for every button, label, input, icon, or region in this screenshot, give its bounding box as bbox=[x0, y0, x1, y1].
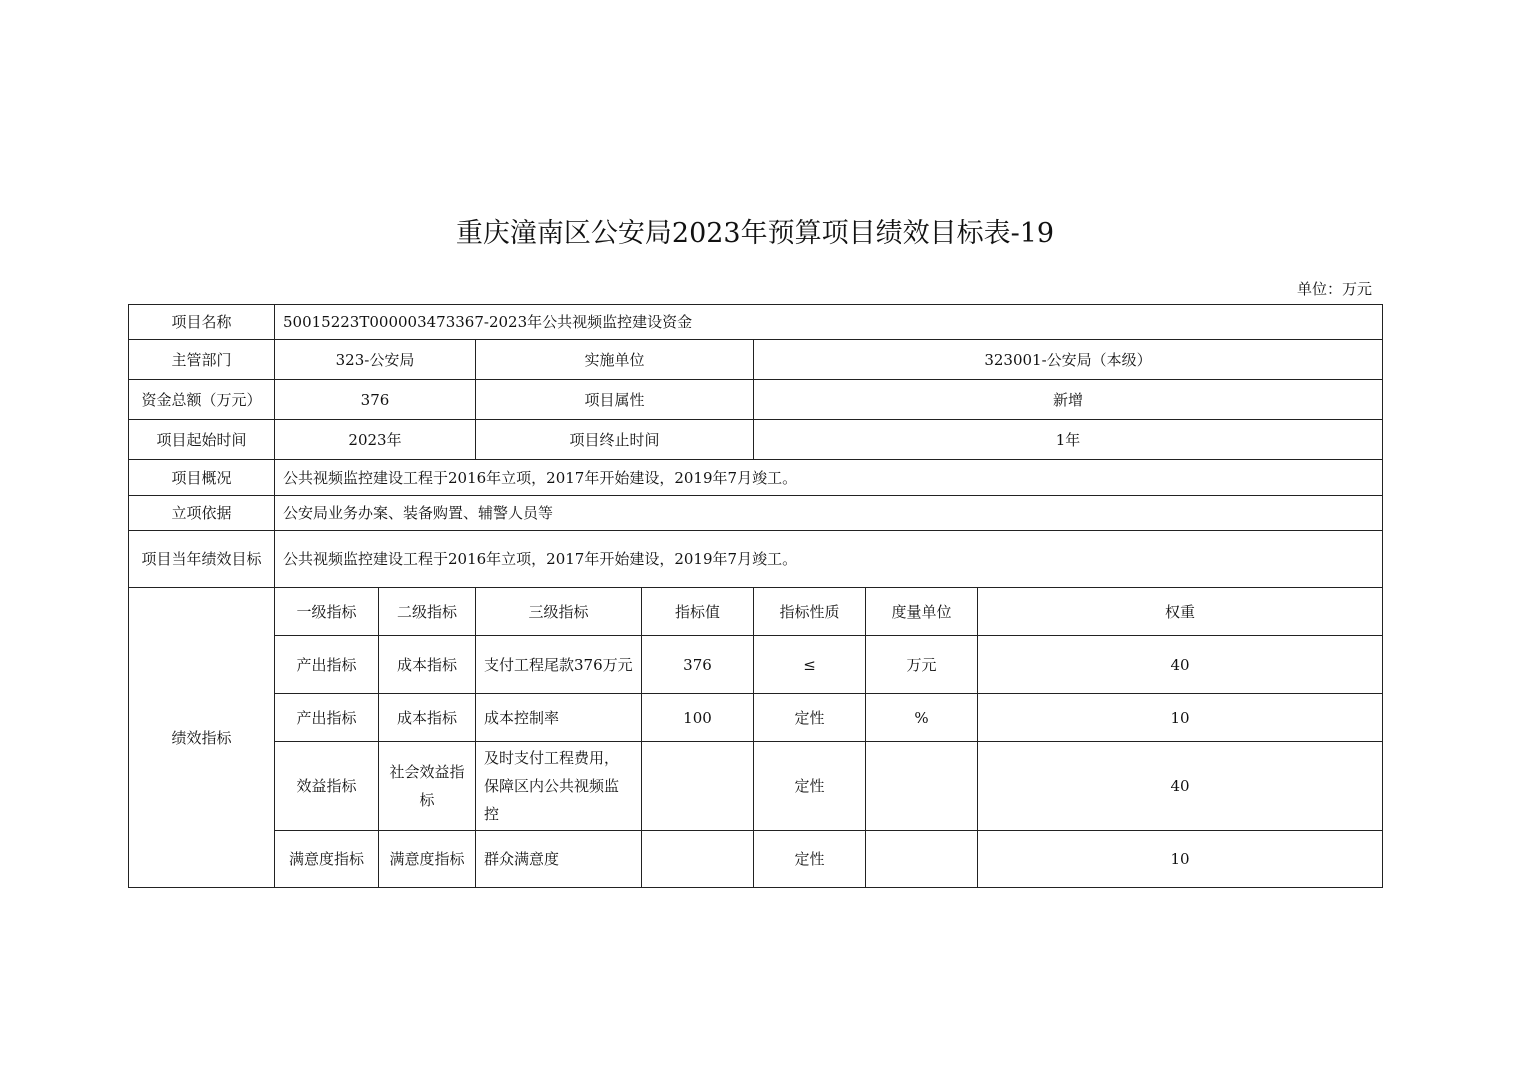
indicator-row bbox=[129, 694, 1383, 742]
goal-value: 公共视频监控建设工程于2016年立项，2017年开始建设，2019年7月竣工。 bbox=[275, 531, 1383, 588]
indicator-level1: 满意度指标 bbox=[275, 831, 379, 888]
indicator-nature: 定性 bbox=[754, 831, 866, 888]
start-time-value: 2023年 bbox=[275, 420, 476, 460]
indicators-section-label: 绩效指标 bbox=[129, 588, 275, 888]
indicator-value: 100 bbox=[642, 694, 754, 742]
project-attr-label: 项目属性 bbox=[476, 380, 754, 420]
impl-unit-label: 实施单位 bbox=[476, 340, 754, 380]
indicator-level2: 满意度指标 bbox=[379, 831, 476, 888]
document-title: 重庆潼南区公安局2023年预算项目绩效目标表-19 bbox=[455, 218, 1055, 249]
header-level1: 一级指标 bbox=[275, 588, 379, 636]
unit-label: 单位：万元 bbox=[1296, 280, 1372, 298]
indicator-level1: 产出指标 bbox=[275, 694, 379, 742]
indicator-level2: 社会效益指标 bbox=[379, 742, 476, 831]
indicator-unit bbox=[866, 831, 978, 888]
indicator-weight: 40 bbox=[978, 742, 1383, 831]
basis-label: 立项依据 bbox=[129, 496, 275, 531]
indicator-nature: 定性 bbox=[754, 742, 866, 831]
indicator-row bbox=[129, 742, 1383, 831]
indicator-level1: 效益指标 bbox=[275, 742, 379, 831]
indicator-unit: 万元 bbox=[866, 636, 978, 694]
row-overview bbox=[129, 460, 1383, 496]
row-project-name bbox=[129, 305, 1383, 340]
row-basis bbox=[129, 496, 1383, 531]
row-goal bbox=[129, 531, 1383, 588]
overview-label: 项目概况 bbox=[129, 460, 275, 496]
project-name-value: 50015223T000003473367-2023年公共视频监控建设资金 bbox=[275, 305, 1383, 340]
indicator-level2: 成本指标 bbox=[379, 636, 476, 694]
header-nature: 指标性质 bbox=[754, 588, 866, 636]
start-time-label: 项目起始时间 bbox=[129, 420, 275, 460]
funds-value: 376 bbox=[275, 380, 476, 420]
header-unit: 度量单位 bbox=[866, 588, 978, 636]
end-time-label: 项目终止时间 bbox=[476, 420, 754, 460]
indicator-unit bbox=[866, 742, 978, 831]
funds-label: 资金总额（万元） bbox=[129, 380, 275, 420]
indicator-header-row bbox=[129, 588, 1383, 636]
impl-unit-value: 323001-公安局（本级） bbox=[754, 340, 1383, 380]
header-level3: 三级指标 bbox=[476, 588, 642, 636]
overview-value: 公共视频监控建设工程于2016年立项，2017年开始建设，2019年7月竣工。 bbox=[275, 460, 1383, 496]
department-value: 323-公安局 bbox=[275, 340, 476, 380]
end-time-value: 1年 bbox=[754, 420, 1383, 460]
indicator-nature: 定性 bbox=[754, 694, 866, 742]
indicator-weight: 10 bbox=[978, 831, 1383, 888]
indicator-value bbox=[642, 742, 754, 831]
indicator-level1: 产出指标 bbox=[275, 636, 379, 694]
indicator-level3: 群众满意度 bbox=[476, 831, 642, 888]
header-level2: 二级指标 bbox=[379, 588, 476, 636]
row-time bbox=[129, 420, 1383, 460]
indicator-nature: ≤ bbox=[754, 636, 866, 694]
performance-target-table bbox=[128, 304, 1383, 888]
basis-value: 公安局业务办案、装备购置、辅警人员等 bbox=[275, 496, 1383, 531]
indicator-weight: 40 bbox=[978, 636, 1383, 694]
indicator-row bbox=[129, 831, 1383, 888]
indicator-level3: 成本控制率 bbox=[476, 694, 642, 742]
indicator-level2: 成本指标 bbox=[379, 694, 476, 742]
indicator-level3: 及时支付工程费用，保障区内公共视频监控 bbox=[476, 742, 642, 831]
row-funds bbox=[129, 380, 1383, 420]
header-weight: 权重 bbox=[978, 588, 1383, 636]
department-label: 主管部门 bbox=[129, 340, 275, 380]
indicator-row bbox=[129, 636, 1383, 694]
row-department bbox=[129, 340, 1383, 380]
project-attr-value: 新增 bbox=[754, 380, 1383, 420]
indicator-value: 376 bbox=[642, 636, 754, 694]
project-name-label: 项目名称 bbox=[129, 305, 275, 340]
goal-label: 项目当年绩效目标 bbox=[129, 531, 275, 588]
indicator-level3: 支付工程尾款376万元 bbox=[476, 636, 642, 694]
indicator-unit: % bbox=[866, 694, 978, 742]
indicator-weight: 10 bbox=[978, 694, 1383, 742]
header-value: 指标值 bbox=[642, 588, 754, 636]
indicator-value bbox=[642, 831, 754, 888]
